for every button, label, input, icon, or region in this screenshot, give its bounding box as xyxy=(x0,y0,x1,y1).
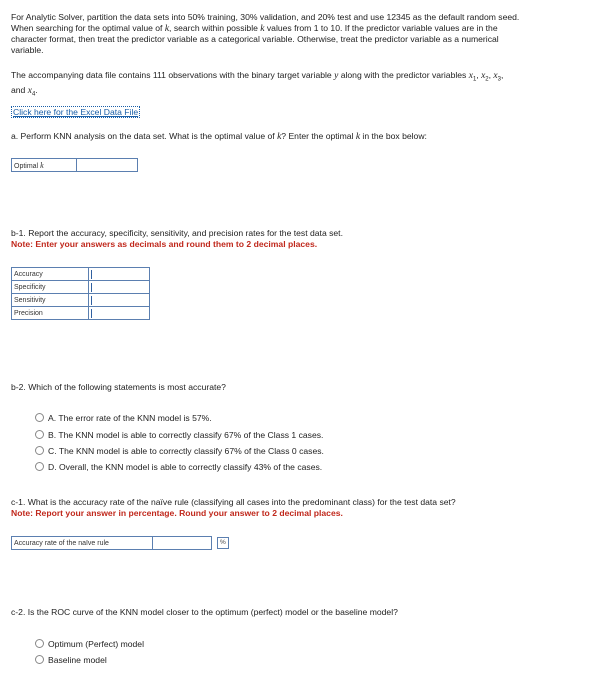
radio-button[interactable] xyxy=(35,446,44,455)
instructions-line-3: character format, then treat the predictor variable as a categorical variable. Otherwise, treat the predictor variable as a numerical xyxy=(11,34,499,45)
specificity-label: Specificity xyxy=(12,281,89,294)
radio-button[interactable] xyxy=(35,462,44,471)
instructions-paragraph xyxy=(11,12,596,55)
rates-table xyxy=(11,267,150,320)
question-c1 xyxy=(11,497,596,518)
option-baseline-model[interactable]: Baseline model xyxy=(35,655,107,666)
accuracy-input[interactable] xyxy=(89,268,150,281)
radio-button[interactable] xyxy=(35,430,44,439)
rates-row-specificity xyxy=(12,281,150,294)
option-a[interactable]: A. The error rate of the KNN model is 57%. xyxy=(35,413,212,424)
question-c1-text: c-1. What is the accuracy rate of the naïve rule (classifying all cases into the predominant class) for the test data set? xyxy=(11,497,456,507)
accuracy-label: Accuracy xyxy=(12,268,89,281)
radio-button[interactable] xyxy=(35,413,44,422)
question-b1-note: Note: Enter your answers as decimals and round them to 2 decimal places. xyxy=(11,238,318,249)
precision-input[interactable] xyxy=(89,307,150,320)
precision-label: Precision xyxy=(12,307,89,320)
instructions-line-1: For Analytic Solver, partition the data sets into 50% training, 30% validation, and 20% test and use 12345 as the default random seed. xyxy=(11,12,520,22)
rates-row-precision xyxy=(12,307,150,320)
question-c2-text: c-2. Is the ROC curve of the KNN model closer to the optimum (perfect) model or the baseline model? xyxy=(11,607,398,617)
option-c[interactable]: C. The KNN model is able to correctly classify 67% of the Class 0 cases. xyxy=(35,446,324,457)
option-b[interactable]: B. The KNN model is able to correctly classify 67% of the Class 1 cases. xyxy=(35,430,323,441)
sensitivity-label: Sensitivity xyxy=(12,294,89,307)
optimal-k-label: Optimal k xyxy=(12,159,77,172)
option-optimum-model[interactable]: Optimum (Perfect) model xyxy=(35,639,144,650)
sensitivity-input[interactable] xyxy=(89,294,150,307)
question-b2-text: b-2. Which of the following statements is most accurate? xyxy=(11,382,226,392)
naive-rule-input[interactable] xyxy=(153,537,212,550)
rates-row-accuracy xyxy=(12,268,150,281)
question-b1 xyxy=(11,228,596,249)
data-description: The accompanying data file contains 111 observations with the binary target variable y along with the predictor variables $x_1$, $x_2$, $x_3$, and $x_4$. xyxy=(11,70,504,99)
radio-button[interactable] xyxy=(35,639,44,648)
specificity-input[interactable] xyxy=(89,281,150,294)
optimal-k-table xyxy=(11,158,138,172)
option-d[interactable]: D. Overall, the KNN model is able to correctly classify 43% of the cases. xyxy=(35,462,322,473)
question-b1-text: b-1. Report the accuracy, specificity, sensitivity, and precision rates for the test data set. xyxy=(11,228,343,238)
optimal-k-input[interactable] xyxy=(77,159,138,172)
rates-row-sensitivity xyxy=(12,294,150,307)
text-cursor xyxy=(91,296,92,305)
naive-rule-label: Accuracy rate of the naïve rule xyxy=(12,537,153,550)
text-cursor xyxy=(91,283,92,292)
text-cursor xyxy=(91,309,92,318)
question-c1-note: Note: Report your answer in percentage. Round your answer to 2 decimal places. xyxy=(11,507,343,518)
instructions-line-4: variable. xyxy=(11,44,44,55)
radio-button[interactable] xyxy=(35,655,44,664)
excel-data-file-link[interactable]: Click here for the Excel Data File xyxy=(13,107,139,117)
instructions-line-2: When searching for the optimal value of k, search within possible k values from 1 to 10. If the predictor variable values are in the xyxy=(11,22,498,34)
question-a-text: a. Perform KNN analysis on the data set. What is the optimal value of k? Enter the optimal k in the box below: xyxy=(11,131,427,142)
naive-rule-table xyxy=(11,536,212,550)
text-cursor xyxy=(91,270,92,279)
percent-unit: % xyxy=(217,537,229,549)
